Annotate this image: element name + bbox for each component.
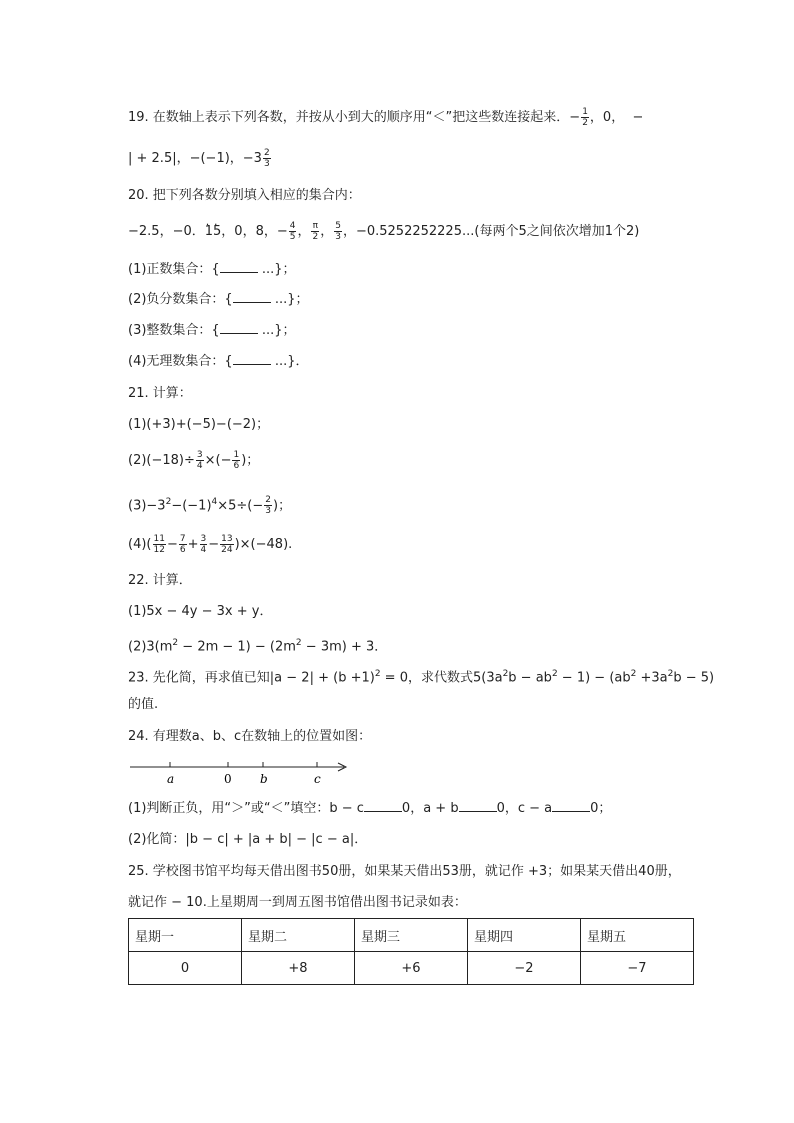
frac-den: 3 xyxy=(263,159,270,169)
q21-part1: (1)(+3)+(−5)−(−2)； xyxy=(128,417,270,432)
repeat-digit: · 1 xyxy=(205,224,213,239)
expr: 23. 先化简，再求值已知|a − 2| + (b +1) xyxy=(128,670,375,686)
table-header-cell: 星期二 xyxy=(242,919,355,952)
frac-num: 13 xyxy=(221,534,233,544)
q22-part2 xyxy=(128,633,387,657)
q20-numbers xyxy=(128,221,639,242)
q21-part2 xyxy=(128,450,259,471)
label-c: c xyxy=(314,772,321,786)
exponent: 2 xyxy=(172,638,179,648)
q19-line2 xyxy=(128,148,272,169)
q19-line1 xyxy=(128,107,643,128)
answer-blank[interactable] xyxy=(233,290,271,303)
set-label: (3)整数集合：{ xyxy=(128,323,220,338)
table-header-cell: 星期三 xyxy=(355,919,468,952)
sep: ， xyxy=(297,224,311,239)
frac-num: 5 xyxy=(335,221,341,231)
expr: (4)( xyxy=(128,537,152,552)
expr: )； xyxy=(241,453,260,468)
table-header-cell: 星期四 xyxy=(468,919,581,952)
q23-line1 xyxy=(128,664,714,688)
q21-title: 21. 计算： xyxy=(128,386,192,401)
table-header-cell: 星期五 xyxy=(581,919,694,952)
label-b: b xyxy=(260,772,268,786)
q19-frac-mixed xyxy=(263,148,271,169)
answer-blank[interactable] xyxy=(364,799,402,812)
q25-line1: 25. 学校图书馆平均每天借出图书50册，如果某天借出53册，就记作 +3；如果某天借出40册， xyxy=(128,864,681,879)
label-a: a xyxy=(167,772,175,786)
expr: b − ab xyxy=(508,670,552,686)
exponent: 2 xyxy=(551,669,558,679)
expr: − xyxy=(208,537,220,552)
q19-text: 19. 在数轴上表示下列各数，并按从小到大的顺序用“＜”把这些数连接起来． xyxy=(128,110,570,125)
expr: ×(− xyxy=(204,453,232,468)
expr: 0，c − a xyxy=(496,801,553,816)
frac xyxy=(311,221,319,242)
set-tail: ...}． xyxy=(270,354,309,369)
q20-set-2 xyxy=(128,290,309,310)
q19-minus: − xyxy=(632,110,644,125)
answer-blank[interactable] xyxy=(459,799,497,812)
frac-num: 11 xyxy=(153,534,165,544)
q21-part3 xyxy=(128,492,291,516)
set-tail: ...}； xyxy=(257,323,296,338)
label-0: 0 xyxy=(224,772,232,786)
expr: − 2m − 1) − (2m xyxy=(178,639,296,655)
answer-blank[interactable] xyxy=(233,352,271,365)
set-label: (4)无理数集合：{ xyxy=(128,354,233,369)
frac-num: 2 xyxy=(265,495,272,506)
sep: ， xyxy=(320,224,334,239)
table-cell: −2 xyxy=(468,952,581,985)
expr: 0； xyxy=(590,801,612,816)
q19-text2: | + 2.5|，−(−1)，−3 xyxy=(128,151,262,166)
table-cell: 0 xyxy=(129,952,242,985)
table-cell: +6 xyxy=(355,952,468,985)
q19-sep: ，0， xyxy=(589,110,625,125)
q20-set-1 xyxy=(128,260,296,280)
answer-blank[interactable] xyxy=(220,321,258,334)
expr: (2)(−18)÷ xyxy=(128,453,195,468)
frac-den: 2 xyxy=(312,232,319,242)
frac-den: 4 xyxy=(200,545,207,555)
exponent: 2 xyxy=(374,669,381,679)
q22-part1: (1)5x − 4y − 3x + y． xyxy=(128,604,273,619)
q21-part4 xyxy=(128,534,292,555)
borrow-record-table xyxy=(128,918,694,985)
set-tail: ...}； xyxy=(257,262,296,277)
frac-den: 5 xyxy=(289,232,296,242)
table-cell: −7 xyxy=(581,952,694,985)
frac-num: 3 xyxy=(196,450,203,460)
expr: ×5÷(− xyxy=(217,498,264,514)
set-tail: ...}； xyxy=(270,292,309,307)
frac xyxy=(232,450,240,471)
q20-nums-c: ，−0.5252252225...(每两个5之间依次增加1个2) xyxy=(342,224,640,239)
table-header-row xyxy=(129,919,694,952)
exponent: 2 xyxy=(165,497,172,507)
frac xyxy=(179,534,187,555)
q19-frac-half xyxy=(581,107,589,128)
q20-nums-a: −2.5，−0． xyxy=(128,224,205,239)
expr: = 0，求代数式5(3a xyxy=(380,670,503,686)
q23-line2: 的值. xyxy=(128,697,159,712)
frac xyxy=(264,495,272,516)
frac xyxy=(200,534,208,555)
number-line xyxy=(128,758,353,788)
table-header-cell: 星期一 xyxy=(129,919,242,952)
repeat-digit: · 5 xyxy=(213,224,221,239)
q19-sign: − xyxy=(569,110,581,125)
exponent: 2 xyxy=(502,669,509,679)
expr: − 1) − (ab xyxy=(557,670,631,686)
q24-title: 24. 有理数a、b、c在数轴上的位置如图： xyxy=(128,729,372,744)
answer-blank[interactable] xyxy=(220,260,258,273)
q20-set-3 xyxy=(128,321,296,341)
expr: − xyxy=(166,537,178,552)
expr: b − 5) xyxy=(673,670,715,686)
frac-den: 24 xyxy=(221,545,233,555)
frac-den: 3 xyxy=(335,232,341,242)
frac-num: 3 xyxy=(200,534,207,544)
expr: + xyxy=(187,537,199,552)
frac xyxy=(196,450,204,471)
set-label: (1)正数集合：{ xyxy=(128,262,220,277)
expr: )×(−48). xyxy=(234,537,293,552)
expr: (3)−3 xyxy=(128,498,166,514)
expr: −(−1) xyxy=(171,498,212,514)
q24-part2: (2)化简：|b − c| + |a + b| − |c − a|． xyxy=(128,832,368,847)
frac-num: 4 xyxy=(289,221,296,231)
q20-set-4 xyxy=(128,352,309,372)
expr: +3a xyxy=(636,670,668,686)
exponent: 2 xyxy=(295,638,302,648)
frac-num: 1 xyxy=(582,107,588,117)
expr: )； xyxy=(273,498,292,514)
frac-den: 6 xyxy=(233,461,240,471)
exponent: 4 xyxy=(211,497,218,507)
frac-den: 4 xyxy=(196,461,203,471)
answer-blank[interactable] xyxy=(552,799,590,812)
frac xyxy=(334,221,342,242)
frac xyxy=(220,534,233,555)
q20-nums-b: ，0，8，− xyxy=(221,224,288,239)
expr: (2)3(m xyxy=(128,639,173,655)
q20-title: 20. 把下列各数分别填入相应的集合内： xyxy=(128,188,361,203)
frac xyxy=(153,534,166,555)
expr: (1)判断正负，用“＞”或“＜”填空：b − c xyxy=(128,801,364,816)
set-label: (2)负分数集合：{ xyxy=(128,292,233,307)
table-row xyxy=(129,952,694,985)
expr: − 3m) + 3． xyxy=(301,639,388,655)
q24-part1 xyxy=(128,799,611,819)
frac-num: π xyxy=(312,221,319,231)
frac-den: 3 xyxy=(265,506,272,517)
frac-den: 6 xyxy=(179,545,186,555)
frac xyxy=(289,221,297,242)
expr: 0，a + b xyxy=(401,801,459,816)
frac-den: 2 xyxy=(582,118,588,128)
frac-den: 12 xyxy=(153,545,165,555)
exponent: 2 xyxy=(667,669,674,679)
q25-line2: 就记作 − 10.上星期周一到周五图书馆借出图书记录如表： xyxy=(128,895,467,910)
table-cell: +8 xyxy=(242,952,355,985)
frac-num: 7 xyxy=(179,534,186,544)
frac-num: 1 xyxy=(233,450,240,460)
frac-num: 2 xyxy=(263,148,270,158)
exponent: 2 xyxy=(630,669,637,679)
q22-title: 22. 计算． xyxy=(128,573,192,588)
